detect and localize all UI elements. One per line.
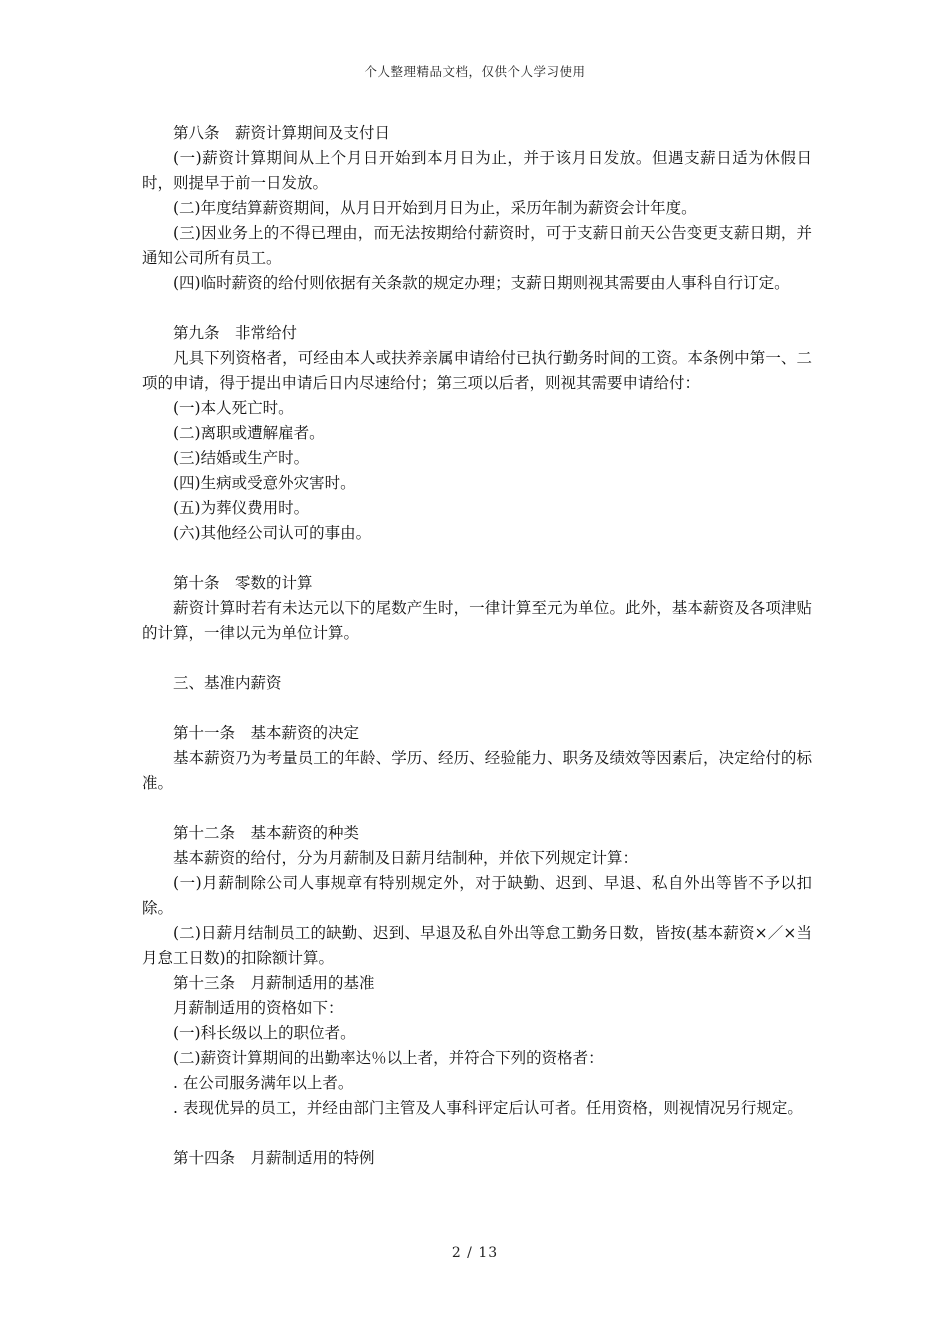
article-9-intro: 凡具下列资格者，可经由本人或扶养亲属申请给付已执行勤务时间的工资。本条例中第一、二项的申请，得于提出申请后日内尽速给付；第三项以后者，则视其需要申请给付： [142, 349, 812, 392]
section-3-heading: 三、基准内薪资 [173, 674, 282, 692]
article-9-item-2: (二)离职或遭解雇者。 [173, 424, 325, 442]
article-8-heading: 第八条 薪资计算期间及支付日 [173, 124, 391, 142]
article-9-item-1: (一)本人死亡时。 [173, 399, 294, 417]
article-9-item-3: (三)结婚或生产时。 [173, 449, 310, 467]
article-10-body: 薪资计算时若有未达元以下的尾数产生时，一律计算至元为单位。此外，基本薪资及各项津贴的计算，一律以元为单位计算。 [142, 599, 812, 642]
article-13-sub-2: . 表现优异的员工，并经由部门主管及人事科评定后认可者。任用资格，则视情况另行规定。 [173, 1099, 803, 1117]
article-9-heading: 第九条 非常给付 [173, 324, 298, 342]
article-11-body: 基本薪资乃为考量员工的年龄、学历、经历、经验能力、职务及绩效等因素后，决定给付的标准。 [142, 749, 812, 792]
article-9-item-6: (六)其他经公司认可的事由。 [173, 524, 372, 542]
article-12-heading: 第十二条 基本薪资的种类 [173, 824, 360, 842]
article-13-intro: 月薪制适用的资格如下： [173, 999, 344, 1017]
article-10-heading: 第十条 零数的计算 [173, 574, 313, 592]
article-9-item-5: (五)为葬仪费用时。 [173, 499, 310, 517]
document-body [142, 121, 812, 1171]
article-12-item-2: (二)日薪月结制员工的缺勤、迟到、早退及私自外出等怠工勤务日数，皆按(基本薪资×／×当月怠工日数)的扣除额计算。 [142, 924, 812, 967]
article-13-item-1: (一)科长级以上的职位者。 [173, 1024, 356, 1042]
article-14-heading: 第十四条 月薪制适用的特例 [173, 1149, 375, 1167]
article-8-item-2: (二)年度结算薪资期间，从月日开始到月日为止，采历年制为薪资会计年度。 [173, 199, 697, 217]
article-13-item-2: (二)薪资计算期间的出勤率达％以上者，并符合下列的资格者： [173, 1049, 604, 1067]
header-note: 个人整理精品文档，仅供个人学习使用 [364, 64, 586, 79]
article-12-item-1: (一)月薪制除公司人事规章有特别规定外，对于缺勤、迟到、早退、私自外出等皆不予以扣除。 [142, 874, 812, 917]
article-8-item-3: (三)因业务上的不得已理由，而无法按期给付薪资时，可于支薪日前天公告变更支薪日期，并通知公司所有员工。 [142, 224, 812, 267]
article-11-heading: 第十一条 基本薪资的决定 [173, 724, 360, 742]
article-9-item-4: (四)生病或受意外灾害时。 [173, 474, 356, 492]
article-8-item-4: (四)临时薪资的给付则依据有关条款的规定办理；支薪日期则视其需要由人事科自行订定。 [173, 274, 790, 292]
article-8-item-1: (一)薪资计算期间从上个月日开始到本月日为止，并于该月日发放。但遇支薪日适为休假日时，则提早于前一日发放。 [142, 149, 812, 192]
article-13-heading: 第十三条 月薪制适用的基准 [173, 974, 375, 992]
article-13-sub-1: . 在公司服务满年以上者。 [173, 1074, 354, 1092]
page-number: 2 / 13 [451, 1245, 499, 1261]
article-12-intro: 基本薪资的给付，分为月薪制及日薪月结制种，并依下列规定计算： [173, 849, 639, 867]
